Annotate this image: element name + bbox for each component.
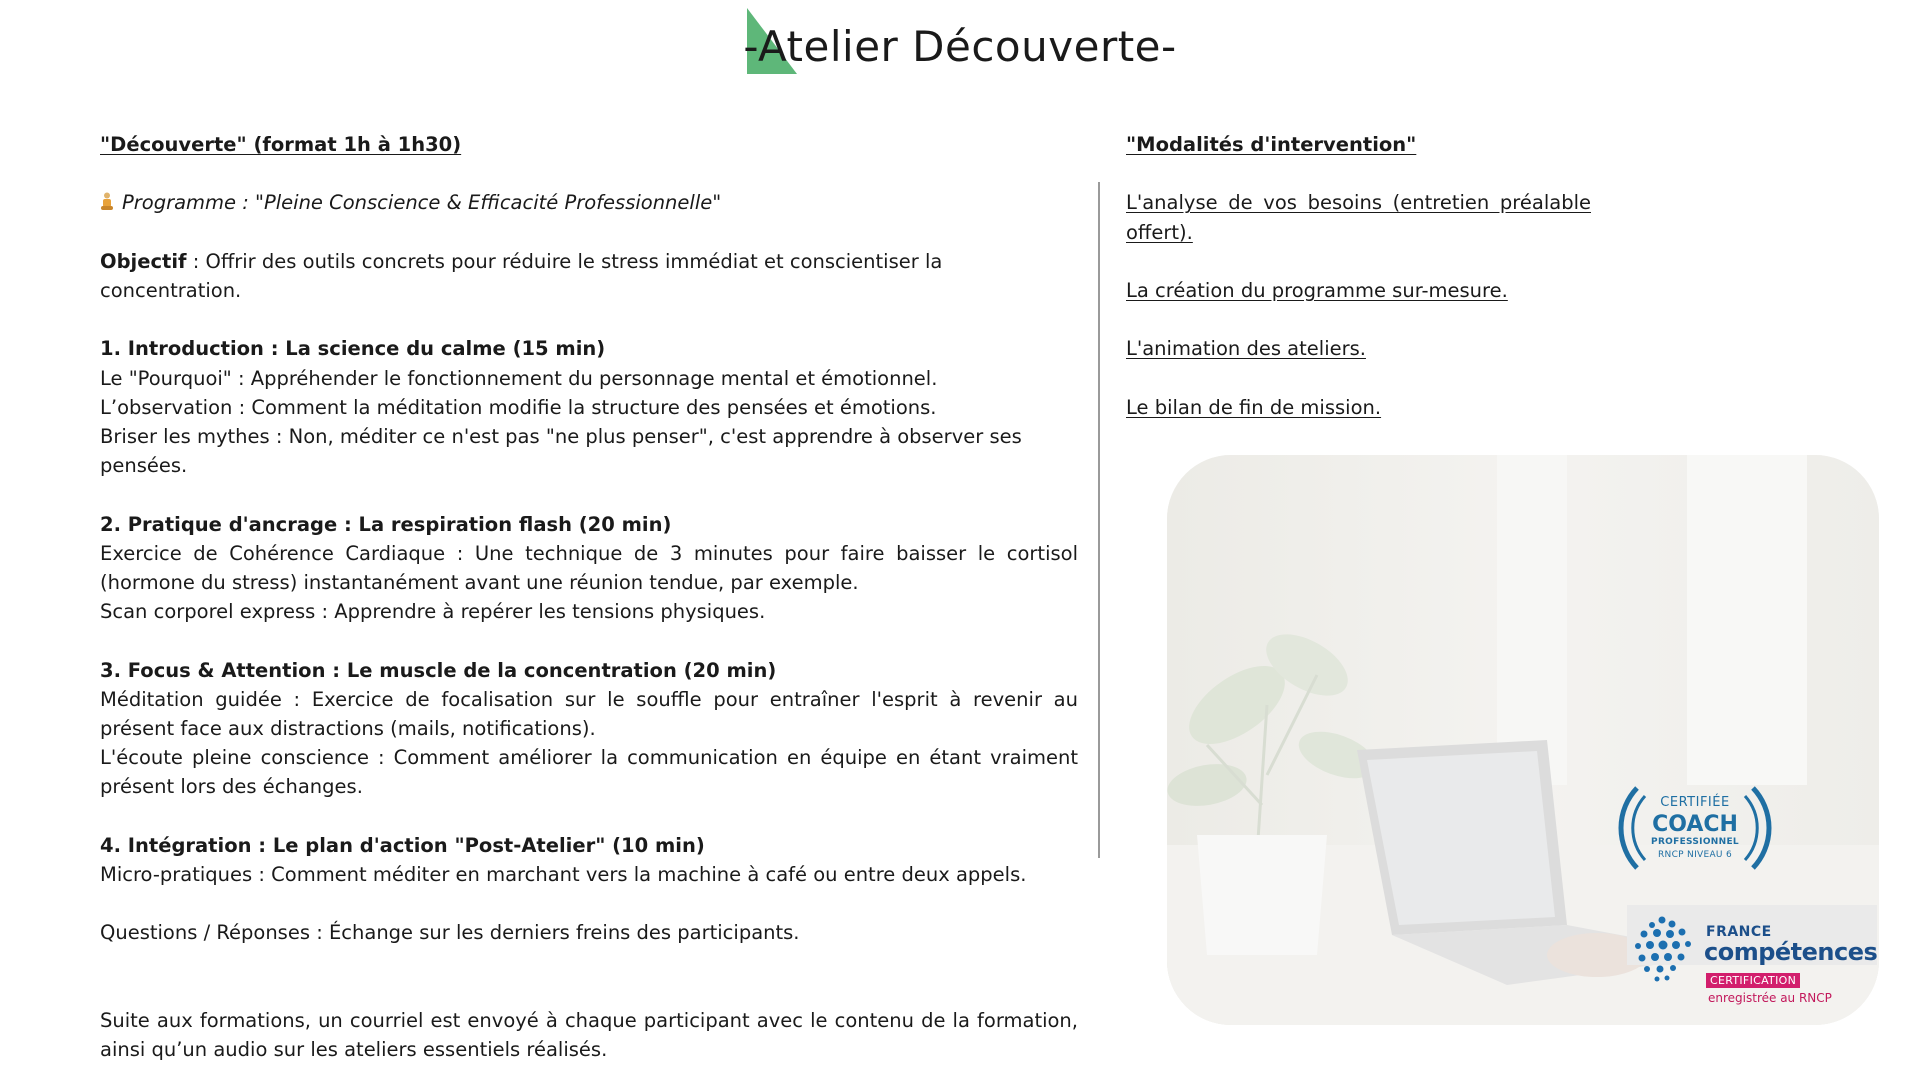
left-heading: "Découverte" (format 1h à 1h30) bbox=[100, 133, 462, 156]
badge-certified: CERTIFIÉE bbox=[1660, 795, 1730, 810]
right-column bbox=[1126, 130, 1591, 422]
section4-line: Micro-pratiques : Comment méditer en marchant vers la machine à café ou entre deux appels. bbox=[100, 862, 1027, 886]
section1-line: Briser les mythes : Non, méditer ce n'est pas "ne plus penser", c'est apprendre à observer ses pensées. bbox=[100, 424, 1022, 478]
section3-line: L'écoute pleine conscience : Comment améliorer la communication en équipe en étant vraiment présent lors des échanges. bbox=[100, 746, 1078, 799]
section1-title: 1. Introduction : La science du calme (15 min) bbox=[100, 337, 606, 361]
france-competences-dots-icon bbox=[1632, 916, 1694, 986]
program-line bbox=[100, 188, 1078, 217]
france-competences-logo bbox=[1632, 912, 1882, 1012]
section4-title: 4. Intégration : Le plan d'action "Post-Atelier" (10 min) bbox=[100, 833, 705, 857]
section1-line: Le "Pourquoi" : Appréhender le fonctionnement du personnage mental et émotionnel. bbox=[100, 366, 938, 390]
footer-note: Suite aux formations, un courriel est envoyé à chaque participant avec le contenu de la formation, ainsi qu’un audio sur les ateliers essentiels réalisés. bbox=[100, 1008, 1078, 1062]
person-meditating-icon bbox=[100, 192, 114, 212]
objective-line bbox=[100, 247, 1078, 305]
section2-title: 2. Pratique d'ancrage : La respiration flash (20 min) bbox=[100, 512, 672, 536]
section2-line: Exercice de Cohérence Cardiaque : Une technique de 3 minutes pour faire baisser le cortisol (hormone du stress) instantanément avant une réunion tendue, par exemple. bbox=[100, 541, 1078, 594]
right-heading: "Modalités d'intervention" bbox=[1126, 133, 1417, 156]
objective-label: Objectif bbox=[100, 249, 187, 273]
section3-line: Méditation guidée : Exercice de focalisation sur le souffle pour entraîner l'esprit à revenir au présent face aux distractions (mails, notifications). bbox=[100, 687, 1078, 740]
program-label: Programme : "Pleine Conscience & Efficacité Professionnelle" bbox=[122, 191, 722, 215]
fc-france: FRANCE bbox=[1706, 924, 1772, 940]
modality-item: L'animation des ateliers. bbox=[1126, 337, 1366, 361]
section2-line: Scan corporel express : Apprendre à repérer les tensions physiques. bbox=[100, 600, 766, 624]
badge-coach: COACH bbox=[1652, 812, 1738, 837]
section3-title: 3. Focus & Attention : Le muscle de la concentration (20 min) bbox=[100, 658, 777, 682]
left-column bbox=[100, 130, 1078, 1064]
qa-line: Questions / Réponses : Échange sur les derniers freins des participants. bbox=[100, 921, 800, 945]
badge-professional: PROFESSIONNEL bbox=[1651, 837, 1739, 847]
section1-line: L’observation : Comment la méditation modifie la structure des pensées et émotions. bbox=[100, 395, 937, 419]
page-title-block bbox=[743, 22, 1176, 71]
badge-level: RNCP NIVEAU 6 bbox=[1657, 850, 1733, 860]
fc-competences: compétences bbox=[1704, 938, 1878, 966]
fc-registered: enregistrée au RNCP bbox=[1708, 991, 1832, 1005]
title-wrap bbox=[0, 22, 1920, 71]
column-divider bbox=[1098, 182, 1100, 858]
fc-certification: CERTIFICATION bbox=[1706, 973, 1800, 988]
modality-item: La création du programme sur-mesure. bbox=[1126, 278, 1508, 302]
modality-item: L'analyse de vos besoins (entretien préalable offert). bbox=[1126, 191, 1591, 244]
modality-item: Le bilan de fin de mission. bbox=[1126, 395, 1382, 419]
page-title: -Atelier Découverte- bbox=[743, 22, 1177, 71]
objective-text: : Offrir des outils concrets pour réduire le stress immédiat et conscientiser la concentration. bbox=[100, 249, 943, 302]
certified-coach-badge bbox=[1615, 768, 1775, 888]
